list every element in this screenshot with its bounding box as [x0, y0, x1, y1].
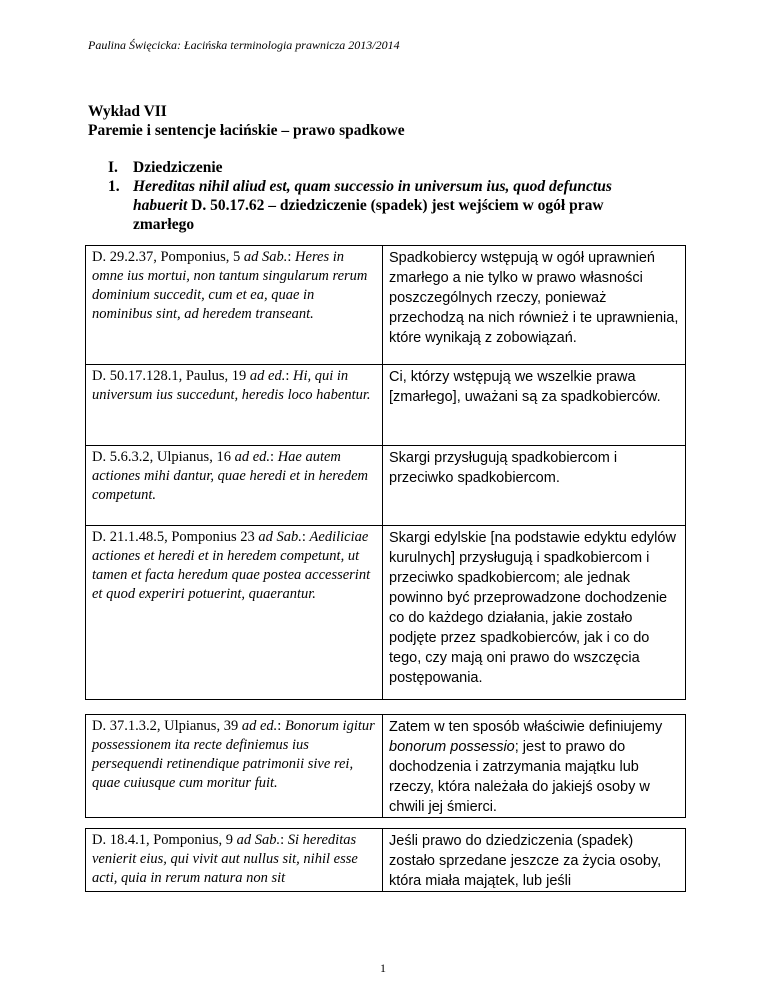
lecture-heading: [88, 102, 405, 140]
latin-source-cell: D. 50.17.128.1, Paulus, 19 ad ed.: Hi, qui in universum ius succedunt, heredis loco habentur.: [86, 365, 383, 446]
item-number: 1.: [108, 178, 120, 195]
table-row: [86, 526, 686, 700]
section-title: Dziedziczenie: [133, 159, 223, 176]
polish-translation-cell: Ci, którzy wstępują we wszelkie prawa [zmarłego], uważani są za spadkobierców.: [383, 365, 686, 446]
list-item: [108, 177, 668, 234]
sources-table-1: [85, 245, 686, 700]
page-header: Paulina Święcicka: Łacińska terminologia prawnicza 2013/2014: [88, 38, 400, 52]
item-explanation: D. 50.17.62 – dziedziczenie (spadek) jest wejściem w ogół praw zmarłego: [133, 197, 604, 233]
polish-translation-cell: Spadkobiercy wstępują w ogół uprawnień zmarłego a nie tylko w prawo własności poszczególnych rzeczy, ponieważ przechodzą na nich również i te uprawnienia, które wynikają z zobowiązań.: [383, 246, 686, 365]
latin-source-cell: D. 21.1.48.5, Pomponius 23 ad Sab.: Aediliciae actiones et heredi et in heredem competunt, ut tamen et facta heredum quae postea accesserint et quod experiri potuerint, quaerantur.: [86, 526, 383, 700]
table-row: [86, 246, 686, 365]
table-row: [86, 365, 686, 446]
item-maxim: Hereditas nihil aliud est, quam successio in universum ius, quod defunctus habuerit: [133, 178, 612, 214]
lecture-subtitle: Paremie i sentencje łacińskie – prawo spadkowe: [88, 122, 405, 139]
sources-table-3: [85, 828, 686, 892]
polish-translation-cell: Skargi przysługują spadkobiercom i przeciwko spadkobiercom.: [383, 446, 686, 526]
latin-source-cell: D. 5.6.3.2, Ulpianus, 16 ad ed.: Hae autem actiones mihi dantur, quae heredi et in heredem competunt.: [86, 446, 383, 526]
latin-source-cell: D. 29.2.37, Pomponius, 5 ad Sab.: Heres in omne ius mortui, non tantum singularum rerum dominium succedit, cum et ea, quae in nominibus sint, ad heredem transeant.: [86, 246, 383, 365]
latin-source-cell: D. 18.4.1, Pomponius, 9 ad Sab.: Si hereditas venierit eius, qui vivit aut nullus sit, nihil esse acti, quia in rerum natura non sit: [86, 829, 383, 892]
polish-translation-cell: Zatem w ten sposób właściwie definiujemy bonorum possessio; jest to prawo do dochodzenia i zatrzymania majątku lub rzeczy, która należała do jakiejś osoby w chwili jej śmierci.: [383, 715, 686, 818]
lecture-title: Wykład VII: [88, 103, 167, 120]
sources-table-2: [85, 714, 686, 818]
table-row: [86, 715, 686, 818]
legal-term: bonorum possessio: [389, 739, 515, 755]
section-heading: [108, 158, 223, 177]
table-row: [86, 829, 686, 892]
section-number: I.: [108, 159, 118, 176]
polish-translation-cell: Jeśli prawo do dziedziczenia (spadek) zostało sprzedane jeszcze za życia osoby, która miała majątek, lub jeśli: [383, 829, 686, 892]
polish-translation-cell: Skargi edylskie [na podstawie edyktu edylów kurulnych] przysługują i spadkobiercom i przeciwko spadkobiercom; ale jednak powinno być przeprowadzone dochodzenie co do każdego działania, jakie zostało podjęte przez spadkobierców, jak i co do tego, czy mają oni prawo do wszczęcia postępowania.: [383, 526, 686, 700]
table-row: [86, 446, 686, 526]
latin-source-cell: D. 37.1.3.2, Ulpianus, 39 ad ed.: Bonorum igitur possessionem ita recte definiemus ius persequendi retinendique patrimonii sive rei, quae cuiusque cum moritur fuit.: [86, 715, 383, 818]
page-number: 1: [380, 961, 386, 975]
